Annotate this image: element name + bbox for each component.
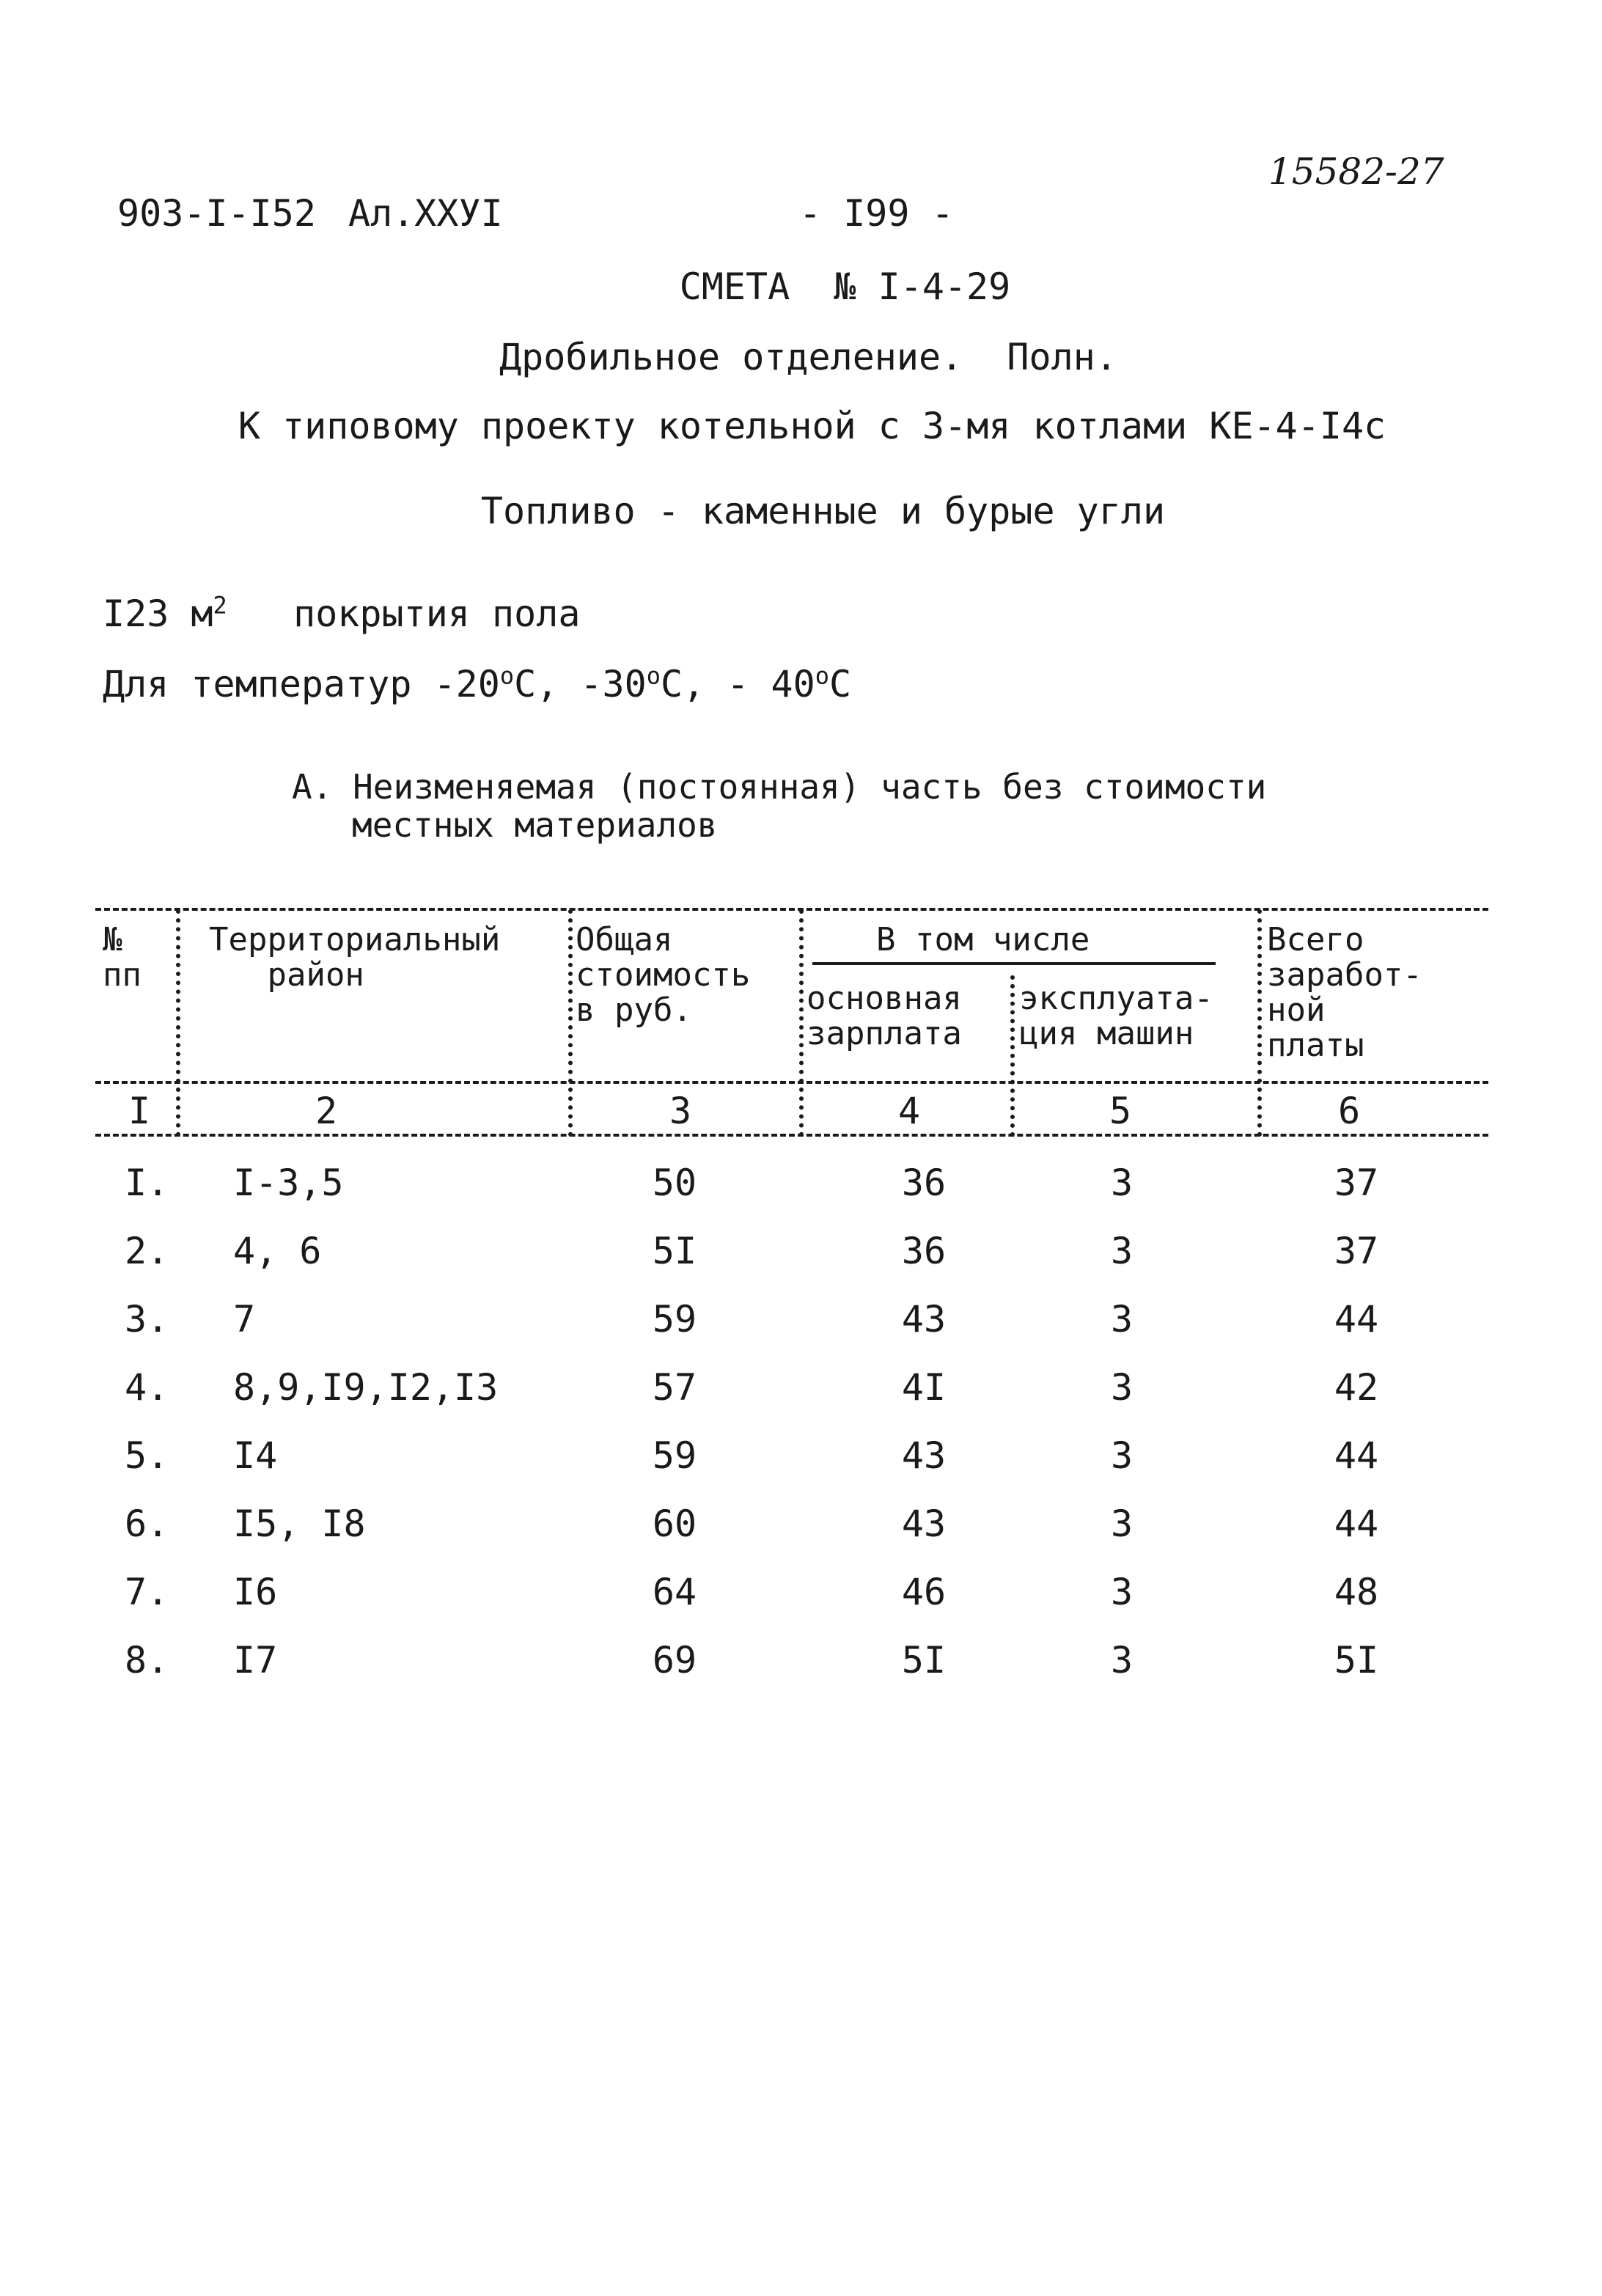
- project-line: К типовому проекту котельной с 3-мя котлами КЕ-4-I4с: [238, 405, 1386, 447]
- machine-cost-cell: 3: [1110, 1298, 1133, 1340]
- base-wage-cell: 4I: [901, 1366, 947, 1409]
- table-row: [0, 1639, 1602, 1706]
- archive-stamp: 15582-27: [1268, 150, 1444, 193]
- total-cost-cell: 5I: [652, 1230, 697, 1272]
- region-cell: I5, I8: [233, 1503, 366, 1545]
- table-row: [0, 1503, 1602, 1570]
- table-row: [0, 1162, 1602, 1229]
- page-number: - I99 -: [799, 192, 954, 235]
- machine-cost-cell: 3: [1110, 1571, 1133, 1613]
- base-wage-cell: 43: [901, 1434, 947, 1477]
- column-number: I: [128, 1090, 151, 1132]
- column-separator: [1257, 909, 1262, 1137]
- table-row: [0, 1571, 1602, 1638]
- header-total-wage: Всего заработ- ной платы: [1267, 921, 1422, 1064]
- header-total-cost: Общая стоимость в руб.: [576, 921, 751, 1029]
- column-number: 2: [315, 1090, 338, 1132]
- base-wage-cell: 43: [901, 1503, 947, 1545]
- row-number: 7.: [125, 1571, 169, 1613]
- region-cell: 4, 6: [233, 1230, 322, 1272]
- row-number: 3.: [125, 1298, 169, 1340]
- area-line: [103, 593, 580, 635]
- album-number: Ал.XXУI: [348, 192, 503, 235]
- area-value: I23 м: [103, 593, 213, 635]
- total-cost-cell: 57: [652, 1366, 697, 1409]
- estimate-title: СМЕТА № I-4-29: [679, 265, 1011, 308]
- row-number: 4.: [125, 1366, 169, 1409]
- header-region: Территориальный район: [209, 921, 501, 994]
- document-code: 903-I-I52: [117, 192, 316, 235]
- region-cell: I4: [233, 1434, 278, 1477]
- total-wage-cell: 42: [1334, 1366, 1379, 1409]
- row-number: 2.: [125, 1230, 169, 1272]
- total-cost-cell: 50: [652, 1162, 697, 1204]
- table-row: [0, 1366, 1602, 1434]
- machine-cost-cell: 3: [1110, 1639, 1133, 1681]
- header-base-wage: основная зарплата: [806, 980, 962, 1052]
- machine-cost-cell: 3: [1110, 1230, 1133, 1272]
- total-wage-cell: 44: [1334, 1503, 1379, 1545]
- column-number: 3: [669, 1090, 692, 1132]
- total-wage-cell: 5I: [1334, 1639, 1379, 1681]
- table-row: [0, 1230, 1602, 1297]
- total-wage-cell: 48: [1334, 1571, 1379, 1613]
- header-machine-operation: эксплуата- ция машин: [1019, 980, 1213, 1052]
- column-number: 6: [1337, 1090, 1361, 1132]
- header-including: В том числе: [876, 921, 1090, 958]
- total-cost-cell: 60: [652, 1503, 697, 1545]
- machine-cost-cell: 3: [1110, 1162, 1133, 1204]
- machine-cost-cell: 3: [1110, 1434, 1133, 1477]
- base-wage-cell: 36: [901, 1230, 947, 1272]
- table-row: [0, 1434, 1602, 1502]
- base-wage-cell: 36: [901, 1162, 947, 1204]
- region-cell: I-3,5: [233, 1162, 344, 1204]
- table-row: [0, 1298, 1602, 1365]
- machine-cost-cell: 3: [1110, 1503, 1133, 1545]
- row-number: 6.: [125, 1503, 169, 1545]
- total-cost-cell: 64: [652, 1571, 697, 1613]
- total-wage-cell: 37: [1334, 1162, 1379, 1204]
- machine-cost-cell: 3: [1110, 1366, 1133, 1409]
- total-cost-cell: 59: [652, 1298, 697, 1340]
- row-number: 8.: [125, 1639, 169, 1681]
- table-top-rule: [95, 908, 1488, 911]
- column-separator: [1010, 975, 1015, 1137]
- region-cell: 7: [233, 1298, 256, 1340]
- base-wage-cell: 46: [901, 1571, 947, 1613]
- area-label: покрытия пола: [293, 593, 581, 635]
- section-heading-continued: местных материалов: [352, 805, 718, 845]
- total-wage-cell: 44: [1334, 1434, 1379, 1477]
- including-underline: [812, 962, 1216, 965]
- region-cell: I7: [233, 1639, 278, 1681]
- row-number: 5.: [125, 1434, 169, 1477]
- total-wage-cell: 44: [1334, 1298, 1379, 1340]
- column-numbers-rule: [95, 1134, 1488, 1137]
- fuel-line: Топливо - каменные и бурые угли: [480, 490, 1166, 532]
- total-wage-cell: 37: [1334, 1230, 1379, 1272]
- column-separator: [568, 909, 573, 1137]
- base-wage-cell: 5I: [901, 1639, 947, 1681]
- section-heading: А. Неизменяемая (постоянная) часть без стоимости: [292, 767, 1267, 807]
- column-separator: [799, 909, 804, 1137]
- subject-line: Дробильное отделение. Полн.: [499, 336, 1117, 378]
- header-num: № пп: [103, 921, 142, 994]
- column-number: 5: [1109, 1090, 1132, 1132]
- region-cell: 8,9,I9,I2,I3: [233, 1366, 499, 1409]
- temperature-line: Для температур -20$^o$С, -30$^o$С, - 40$^o$С: [103, 661, 852, 705]
- area-unit-exponent: 2: [213, 591, 227, 620]
- total-cost-cell: 69: [652, 1639, 697, 1681]
- base-wage-cell: 43: [901, 1298, 947, 1340]
- row-number: I.: [125, 1162, 169, 1204]
- region-cell: I6: [233, 1571, 278, 1613]
- column-number: 4: [897, 1090, 921, 1132]
- header-bottom-rule: [95, 1081, 1488, 1084]
- total-cost-cell: 59: [652, 1434, 697, 1477]
